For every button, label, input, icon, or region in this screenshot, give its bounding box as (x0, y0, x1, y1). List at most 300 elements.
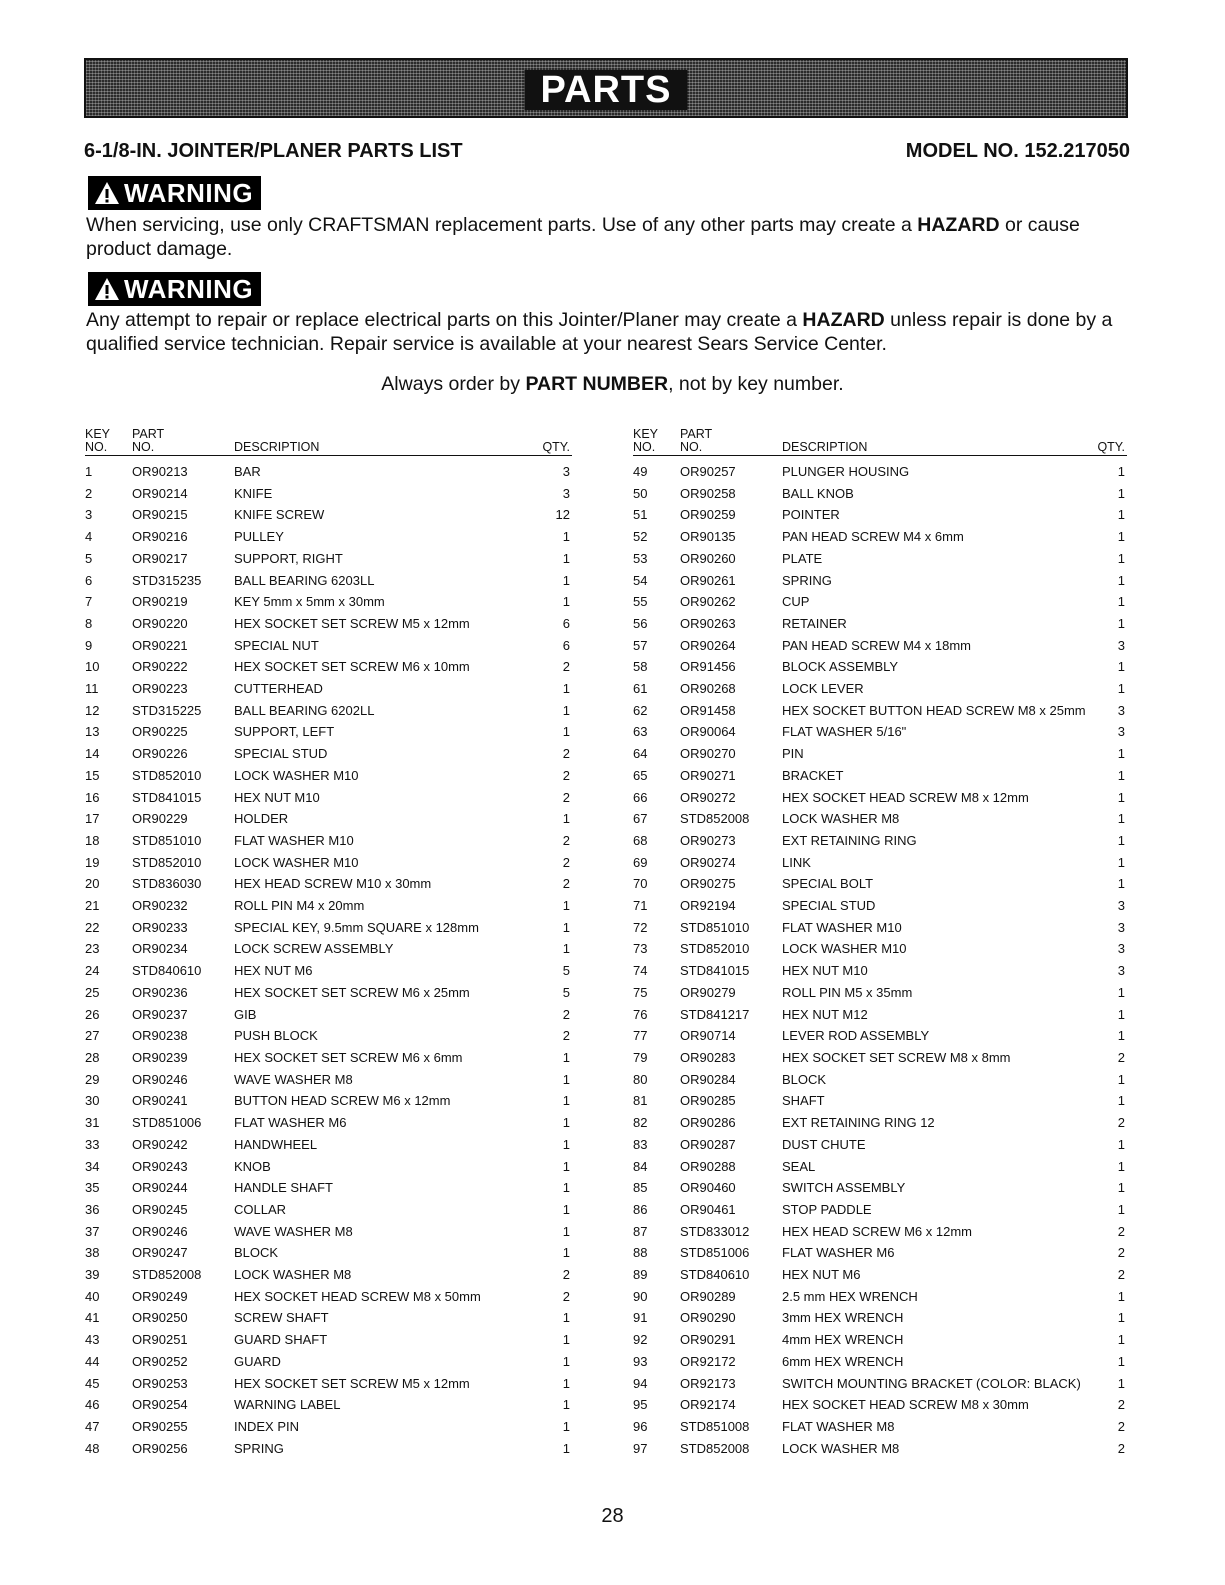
key-number-cell: 70 (633, 876, 648, 892)
description-cell: BLOCK (782, 1071, 827, 1087)
quantity-cell: 3 (1117, 898, 1125, 914)
part-number-cell: OR90274 (680, 854, 736, 870)
part-number-cell: OR90271 (680, 767, 736, 783)
warning-text-part: unless repair is done by a qualified service technician. Repair service is available at your nearest Sears Service Center. (86, 309, 1113, 355)
description-cell: HEX SOCKET SET SCREW M5 x 12mm (234, 615, 470, 631)
description-cell: PIN (782, 746, 804, 762)
table-row (85, 570, 572, 592)
description-cell: BAR (234, 464, 261, 479)
table-row (633, 1134, 1127, 1156)
part-number-cell: OR90275 (680, 876, 736, 892)
quantity-cell: 1 (562, 1245, 570, 1261)
warning-text-part: or cause product damage. (86, 214, 1080, 260)
header-key-bottom: NO. (85, 440, 108, 454)
key-number-cell: 6 (85, 572, 93, 588)
part-number-cell: STD851008 (680, 1418, 750, 1434)
quantity-cell: 1 (562, 1440, 570, 1456)
quantity-cell: 1 (562, 1223, 570, 1239)
part-number-cell: OR90223 (132, 681, 188, 697)
quantity-cell: 1 (1117, 485, 1125, 501)
description-cell: HEX HEAD SCREW M6 x 12mm (782, 1223, 972, 1239)
key-number-cell: 79 (633, 1049, 648, 1065)
key-number-cell: 96 (633, 1418, 648, 1434)
key-number-cell: 28 (85, 1049, 100, 1065)
quantity-cell: 1 (1117, 876, 1125, 892)
quantity-cell: 5 (562, 963, 570, 979)
key-number-cell: 80 (633, 1071, 648, 1087)
key-number-cell: 30 (85, 1093, 100, 1109)
quantity-cell: 3 (1117, 724, 1125, 740)
description-cell: FLAT WASHER M10 (234, 832, 354, 848)
description-cell: SPECIAL KEY, 9.5mm SQUARE x 128mm (234, 919, 479, 935)
quantity-cell: 1 (1117, 507, 1125, 523)
quantity-cell: 3 (1117, 637, 1125, 653)
table-row (85, 1004, 572, 1026)
warning-text-part: Any attempt to repair or replace electrical parts on this Jointer/Planer may create a (86, 309, 803, 331)
table-row (633, 1329, 1127, 1351)
key-number-cell: 68 (633, 832, 648, 848)
description-cell: 4mm HEX WRENCH (782, 1332, 904, 1348)
quantity-cell: 1 (1117, 1353, 1125, 1369)
description-cell: SPECIAL STUD (782, 898, 876, 914)
table-row (633, 873, 1127, 895)
description-cell: EXT RETAINING RING (782, 832, 917, 848)
table-row (633, 808, 1127, 830)
quantity-cell: 1 (562, 919, 570, 935)
part-number-cell: OR90064 (680, 724, 736, 740)
key-number-cell: 46 (85, 1397, 100, 1413)
part-number-cell: OR92173 (680, 1375, 736, 1391)
description-cell: WAVE WASHER M8 (234, 1071, 353, 1087)
description-cell: BRACKET (782, 767, 844, 783)
description-cell: ROLL PIN M4 x 20mm (234, 898, 365, 914)
description-cell: RETAINER (782, 615, 847, 631)
quantity-cell: 1 (1117, 1310, 1125, 1326)
quantity-cell: 1 (562, 1158, 570, 1174)
description-cell: PUSH BLOCK (234, 1028, 318, 1044)
part-number-cell: OR90244 (132, 1180, 188, 1196)
key-number-cell: 82 (633, 1115, 648, 1131)
table-row (633, 1286, 1127, 1308)
quantity-cell: 1 (562, 1310, 570, 1326)
table-row (85, 1329, 572, 1351)
column-header-qty: QTY. (536, 426, 572, 456)
table-row (633, 895, 1127, 917)
table-row (633, 1351, 1127, 1373)
key-number-cell: 87 (633, 1223, 648, 1239)
part-number-cell: STD315225 (132, 702, 202, 718)
quantity-cell: 1 (562, 1353, 570, 1369)
table-row (85, 526, 572, 548)
quantity-cell: 1 (1117, 1158, 1125, 1174)
description-cell: LOCK WASHER M10 (782, 941, 907, 957)
key-number-cell: 94 (633, 1375, 648, 1391)
header-key-top: KEY (85, 427, 111, 441)
table-row (85, 895, 572, 917)
quantity-cell: 1 (1117, 1006, 1125, 1022)
description-cell: SEAL (782, 1158, 816, 1174)
part-number-cell: OR90288 (680, 1158, 736, 1174)
table-row (633, 1156, 1127, 1178)
part-number-cell: OR90257 (680, 464, 736, 479)
description-cell: 6mm HEX WRENCH (782, 1353, 904, 1369)
description-cell: LOCK SCREW ASSEMBLY (234, 941, 394, 957)
column-header-part (680, 426, 782, 456)
table-row (85, 938, 572, 960)
part-number-cell: OR90216 (132, 529, 188, 545)
table-row (633, 1025, 1127, 1047)
key-number-cell: 89 (633, 1267, 648, 1283)
part-number-cell: OR90264 (680, 637, 736, 653)
table-row (633, 1221, 1127, 1243)
part-number-cell: OR90238 (132, 1028, 188, 1044)
table-row (633, 504, 1127, 526)
quantity-cell: 3 (1117, 941, 1125, 957)
part-number-cell: OR92194 (680, 898, 736, 914)
part-number-cell: OR90285 (680, 1093, 736, 1109)
key-number-cell: 58 (633, 659, 648, 675)
quantity-cell: 2 (1117, 1440, 1125, 1456)
table-row (85, 982, 572, 1004)
key-number-cell: 64 (633, 746, 648, 762)
description-cell: KNOB (234, 1158, 271, 1174)
table-row (633, 1242, 1127, 1264)
part-number-cell: OR90225 (132, 724, 188, 740)
description-cell: POINTER (782, 507, 840, 523)
description-cell: DUST CHUTE (782, 1136, 866, 1152)
description-cell: COLLAR (234, 1201, 287, 1217)
description-cell: CUTTERHEAD (234, 681, 323, 697)
key-number-cell: 84 (633, 1158, 648, 1174)
description-cell: SPRING (234, 1440, 284, 1456)
table-row (85, 1069, 572, 1091)
description-cell: SHAFT (782, 1093, 825, 1109)
table-row (85, 808, 572, 830)
key-number-cell: 22 (85, 919, 100, 935)
description-cell: HEX SOCKET HEAD SCREW M8 x 12mm (782, 789, 1029, 805)
part-number-cell: OR90232 (132, 898, 188, 914)
key-number-cell: 49 (633, 464, 648, 479)
table-row (633, 960, 1127, 982)
header-part-top: PART (132, 427, 165, 441)
warning-text (86, 308, 1131, 356)
part-number-cell: OR90234 (132, 941, 188, 957)
key-number-cell: 73 (633, 941, 648, 957)
key-number-cell: 97 (633, 1440, 648, 1456)
key-number-cell: 21 (85, 898, 100, 914)
key-number-cell: 3 (85, 507, 93, 523)
description-cell: SPRING (782, 572, 832, 588)
quantity-cell: 2 (1117, 1267, 1125, 1283)
description-cell: HEX SOCKET HEAD SCREW M8 x 50mm (234, 1288, 481, 1304)
part-number-cell: OR90135 (680, 529, 736, 545)
description-cell: CUP (782, 594, 810, 610)
quantity-cell: 1 (562, 702, 570, 718)
description-cell: EXT RETAINING RING 12 (782, 1115, 935, 1131)
quantity-cell: 1 (1117, 615, 1125, 631)
part-number-cell: STD852008 (680, 1440, 750, 1456)
part-number-cell: OR90273 (680, 832, 736, 848)
description-cell: LOCK WASHER M8 (782, 811, 900, 827)
table-row (85, 678, 572, 700)
description-cell: LOCK WASHER M8 (782, 1440, 900, 1456)
key-number-cell: 86 (633, 1201, 648, 1217)
table-row (633, 570, 1127, 592)
part-number-cell: OR90254 (132, 1397, 188, 1413)
table-row (633, 635, 1127, 657)
key-number-cell: 40 (85, 1288, 100, 1304)
description-cell: SPECIAL STUD (234, 746, 328, 762)
part-number-cell: OR90249 (132, 1288, 188, 1304)
warning-badge-label: WARNING (124, 273, 254, 304)
key-number-cell: 8 (85, 615, 93, 631)
part-number-cell: OR90286 (680, 1115, 736, 1131)
part-number-cell: OR90290 (680, 1310, 736, 1326)
quantity-cell: 2 (1117, 1223, 1125, 1239)
column-header-description: DESCRIPTION (234, 426, 536, 456)
description-cell: KEY 5mm x 5mm x 30mm (234, 594, 385, 610)
quantity-cell: 1 (562, 1049, 570, 1065)
part-number-cell: OR90215 (132, 507, 188, 523)
table-row (633, 1047, 1127, 1069)
quantity-cell: 1 (1117, 529, 1125, 545)
part-number-cell: OR90253 (132, 1375, 188, 1391)
description-cell: HANDWHEEL (234, 1136, 318, 1152)
quantity-cell: 2 (562, 832, 570, 848)
page-title: 6-1/8-IN. JOINTER/PLANER PARTS LIST (84, 140, 463, 162)
part-number-cell: STD851006 (132, 1115, 202, 1131)
warning-badge (88, 272, 261, 306)
quantity-cell: 1 (1117, 1093, 1125, 1109)
part-number-cell: OR90256 (132, 1440, 188, 1456)
key-number-cell: 16 (85, 789, 100, 805)
table-row (633, 1264, 1127, 1286)
description-cell: HEX NUT M6 (782, 1267, 861, 1283)
key-number-cell: 67 (633, 811, 648, 827)
table-row (633, 1373, 1127, 1395)
part-number-cell: OR90714 (680, 1028, 736, 1044)
part-number-cell: OR90219 (132, 594, 188, 610)
key-number-cell: 9 (85, 637, 93, 653)
description-cell: BUTTON HEAD SCREW M6 x 12mm (234, 1093, 451, 1109)
part-number-cell: OR90247 (132, 1245, 188, 1261)
quantity-cell: 1 (562, 1332, 570, 1348)
key-number-cell: 26 (85, 1006, 100, 1022)
description-cell: FLAT WASHER 5/16" (782, 724, 907, 740)
part-number-cell: STD851010 (132, 832, 202, 848)
key-number-cell: 57 (633, 637, 648, 653)
warning-emphasis: HAZARD (802, 309, 885, 331)
column-header-key (85, 426, 132, 456)
key-number-cell: 54 (633, 572, 648, 588)
quantity-cell: 1 (562, 529, 570, 545)
table-row (85, 1416, 572, 1438)
description-cell: 3mm HEX WRENCH (782, 1310, 904, 1326)
quantity-cell: 1 (1117, 464, 1125, 479)
key-number-cell: 19 (85, 854, 100, 870)
table-row (633, 1177, 1127, 1199)
part-number-cell: OR90263 (680, 615, 736, 631)
quantity-cell: 6 (562, 637, 570, 653)
table-row (633, 483, 1127, 505)
description-cell: SUPPORT, RIGHT (234, 550, 343, 566)
quantity-cell: 12 (555, 507, 570, 523)
quantity-cell: 1 (562, 1093, 570, 1109)
column-header-part (132, 426, 234, 456)
part-number-cell: OR90242 (132, 1136, 188, 1152)
key-number-cell: 88 (633, 1245, 648, 1261)
table-row (85, 765, 572, 787)
table-row (85, 743, 572, 765)
table-row (85, 548, 572, 570)
part-number-cell: OR90237 (132, 1006, 188, 1022)
key-number-cell: 13 (85, 724, 100, 740)
quantity-cell: 1 (1117, 659, 1125, 675)
column-header-key (633, 426, 680, 456)
key-number-cell: 72 (633, 919, 648, 935)
part-number-cell: OR90233 (132, 919, 188, 935)
column-header-description: DESCRIPTION (782, 426, 1096, 456)
part-number-cell: OR90262 (680, 594, 736, 610)
order-note-part: Always order by (381, 373, 526, 395)
quantity-cell: 2 (1117, 1115, 1125, 1131)
key-number-cell: 63 (633, 724, 648, 740)
table-row (85, 635, 572, 657)
quantity-cell: 3 (562, 464, 570, 479)
part-number-cell: OR90289 (680, 1288, 736, 1304)
table-header-row (633, 426, 1127, 456)
part-number-cell: OR90236 (132, 984, 188, 1000)
key-number-cell: 10 (85, 659, 100, 675)
description-cell: FLAT WASHER M8 (782, 1418, 895, 1434)
key-number-cell: 31 (85, 1115, 100, 1131)
quantity-cell: 1 (1117, 832, 1125, 848)
description-cell: WAVE WASHER M8 (234, 1223, 353, 1239)
table-header-row (85, 426, 572, 456)
warning-text-part: When servicing, use only CRAFTSMAN replacement parts. Use of any other parts may create a (86, 214, 918, 236)
table-row (633, 1199, 1127, 1221)
table-row (85, 1438, 572, 1460)
part-number-cell: STD852008 (132, 1267, 202, 1283)
key-number-cell: 53 (633, 550, 648, 566)
description-cell: HEX NUT M10 (782, 963, 868, 979)
warning-badge-label: WARNING (124, 177, 254, 208)
description-cell: KNIFE SCREW (234, 507, 325, 523)
table-row (85, 1047, 572, 1069)
part-number-cell: OR90291 (680, 1332, 736, 1348)
quantity-cell: 2 (562, 876, 570, 892)
quantity-cell: 1 (562, 550, 570, 566)
order-note-part: , not by key number. (668, 373, 844, 395)
key-number-cell: 91 (633, 1310, 648, 1326)
key-number-cell: 25 (85, 984, 100, 1000)
banner-plate (525, 70, 688, 110)
description-cell: BALL KNOB (782, 485, 854, 501)
part-number-cell: OR90261 (680, 572, 736, 588)
part-number-cell: OR90241 (132, 1093, 188, 1109)
key-number-cell: 27 (85, 1028, 100, 1044)
warning-triangle-icon (94, 277, 120, 301)
quantity-cell: 1 (562, 898, 570, 914)
table-row (633, 678, 1127, 700)
part-number-cell: STD841015 (680, 963, 750, 979)
key-number-cell: 93 (633, 1353, 648, 1369)
quantity-cell: 1 (1117, 854, 1125, 870)
table-row (85, 960, 572, 982)
part-number-cell: OR90226 (132, 746, 188, 762)
quantity-cell: 2 (1117, 1397, 1125, 1413)
description-cell: GUARD (234, 1353, 281, 1369)
key-number-cell: 76 (633, 1006, 648, 1022)
key-number-cell: 74 (633, 963, 648, 979)
quantity-cell: 2 (1117, 1049, 1125, 1065)
quantity-cell: 1 (1117, 1180, 1125, 1196)
description-cell: BALL BEARING 6203LL (234, 572, 375, 588)
quantity-cell: 2 (562, 1267, 570, 1283)
key-number-cell: 77 (633, 1028, 648, 1044)
key-number-cell: 36 (85, 1201, 100, 1217)
key-number-cell: 52 (633, 529, 648, 545)
key-number-cell: 17 (85, 811, 100, 827)
part-number-cell: OR90272 (680, 789, 736, 805)
key-number-cell: 29 (85, 1071, 100, 1087)
key-number-cell: 55 (633, 594, 648, 610)
key-number-cell: 47 (85, 1418, 100, 1434)
part-number-cell: OR90221 (132, 637, 188, 653)
warning-emphasis: HAZARD (917, 214, 1000, 236)
description-cell: ROLL PIN M5 x 35mm (782, 984, 913, 1000)
quantity-cell: 1 (562, 1115, 570, 1131)
part-number-cell: OR90243 (132, 1158, 188, 1174)
table-row (633, 548, 1127, 570)
description-cell: SPECIAL NUT (234, 637, 319, 653)
part-number-cell: STD852010 (680, 941, 750, 957)
quantity-cell: 1 (1117, 767, 1125, 783)
description-cell: HEX SOCKET SET SCREW M8 x 8mm (782, 1049, 1011, 1065)
part-number-cell: OR90461 (680, 1201, 736, 1217)
description-cell: HEX NUT M12 (782, 1006, 868, 1022)
key-number-cell: 39 (85, 1267, 100, 1283)
table-row (633, 456, 1127, 483)
table-row (633, 656, 1127, 678)
description-cell: SUPPORT, LEFT (234, 724, 335, 740)
quantity-cell: 1 (562, 1180, 570, 1196)
quantity-cell: 2 (562, 1006, 570, 1022)
table-body (85, 456, 572, 1460)
key-number-cell: 38 (85, 1245, 100, 1261)
table-row (85, 787, 572, 809)
table-row (633, 852, 1127, 874)
key-number-cell: 66 (633, 789, 648, 805)
part-number-cell: OR90283 (680, 1049, 736, 1065)
quantity-cell: 1 (1117, 681, 1125, 697)
table-row (85, 1351, 572, 1373)
table-row (85, 1221, 572, 1243)
quantity-cell: 3 (1117, 963, 1125, 979)
key-number-cell: 7 (85, 594, 93, 610)
key-number-cell: 48 (85, 1440, 100, 1456)
part-number-cell: STD840610 (132, 963, 202, 979)
quantity-cell: 3 (1117, 702, 1125, 718)
table-row (633, 1307, 1127, 1329)
part-number-cell: STD852010 (132, 767, 202, 783)
description-cell: GUARD SHAFT (234, 1332, 328, 1348)
header-key-top: KEY (633, 427, 659, 441)
part-number-cell: OR90287 (680, 1136, 736, 1152)
quantity-cell: 1 (1117, 1201, 1125, 1217)
quantity-cell: 1 (562, 594, 570, 610)
key-number-cell: 14 (85, 746, 100, 762)
